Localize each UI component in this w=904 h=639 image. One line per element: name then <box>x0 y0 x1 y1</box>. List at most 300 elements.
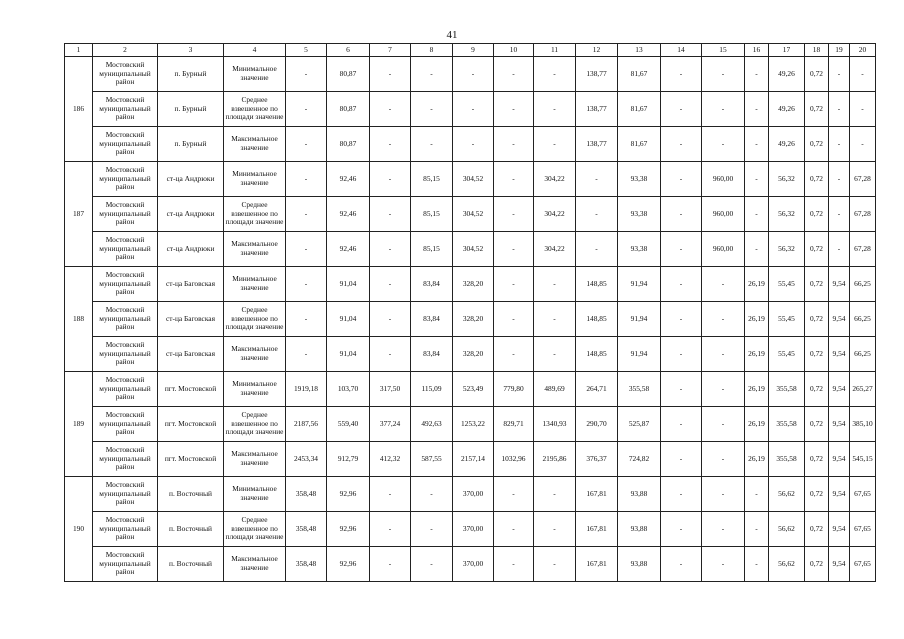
value-cell: - <box>661 477 702 512</box>
value-cell: - <box>745 547 769 582</box>
value-cell: 138,77 <box>576 92 618 127</box>
value-cell: - <box>494 477 534 512</box>
value-cell: - <box>829 197 850 232</box>
value-cell: 0,72 <box>805 302 829 337</box>
value-cell: - <box>494 197 534 232</box>
metric-cell: Максимальное значение <box>224 337 286 372</box>
value-cell: 358,48 <box>286 477 327 512</box>
value-cell: 0,72 <box>805 477 829 512</box>
value-cell: 93,38 <box>618 232 661 267</box>
table-row <box>65 197 876 232</box>
value-cell: 66,25 <box>850 337 876 372</box>
value-cell: - <box>494 337 534 372</box>
district-cell: Мостовский муниципальный район <box>93 197 158 232</box>
value-cell: - <box>534 477 576 512</box>
value-cell: 93,38 <box>618 162 661 197</box>
value-cell: 80,87 <box>327 57 370 92</box>
value-cell: 56,32 <box>769 232 805 267</box>
page-number: 41 <box>446 29 458 41</box>
value-cell: 960,00 <box>702 197 745 232</box>
value-cell: - <box>370 302 411 337</box>
value-cell: - <box>661 442 702 477</box>
value-cell: - <box>453 92 494 127</box>
value-cell: 829,71 <box>494 407 534 442</box>
column-header: 15 <box>702 44 745 57</box>
value-cell: 9,54 <box>829 337 850 372</box>
value-cell: - <box>661 162 702 197</box>
value-cell: 0,72 <box>805 162 829 197</box>
value-cell: 412,32 <box>370 442 411 477</box>
column-header: 9 <box>453 44 494 57</box>
column-header: 16 <box>745 44 769 57</box>
value-cell: - <box>829 162 850 197</box>
value-cell: 81,67 <box>618 127 661 162</box>
district-cell: Мостовский муниципальный район <box>93 127 158 162</box>
locality-cell: п. Восточный <box>158 477 224 512</box>
table-row <box>65 407 876 442</box>
value-cell: - <box>494 92 534 127</box>
value-cell: - <box>850 57 876 92</box>
value-cell: - <box>370 477 411 512</box>
value-cell: 0,72 <box>805 512 829 547</box>
value-cell: 523,49 <box>453 372 494 407</box>
value-cell: 376,37 <box>576 442 618 477</box>
metric-cell: Среднее взвешенное по площади значение <box>224 512 286 547</box>
value-cell: - <box>702 442 745 477</box>
column-header: 14 <box>661 44 702 57</box>
value-cell: 26,19 <box>745 337 769 372</box>
table-row <box>65 302 876 337</box>
value-cell: - <box>661 232 702 267</box>
value-cell: - <box>370 197 411 232</box>
metric-cell: Максимальное значение <box>224 232 286 267</box>
column-header: 6 <box>327 44 370 57</box>
value-cell: 1032,96 <box>494 442 534 477</box>
column-header: 13 <box>618 44 661 57</box>
value-cell: 559,40 <box>327 407 370 442</box>
value-cell: 779,80 <box>494 372 534 407</box>
value-cell: - <box>702 127 745 162</box>
value-cell: 328,20 <box>453 267 494 302</box>
value-cell: 93,88 <box>618 477 661 512</box>
value-cell: 67,65 <box>850 477 876 512</box>
value-cell: 85,15 <box>411 232 453 267</box>
value-cell: 81,67 <box>618 57 661 92</box>
value-cell: - <box>850 127 876 162</box>
table-row <box>65 477 876 512</box>
metric-cell: Минимальное значение <box>224 267 286 302</box>
value-cell: 0,72 <box>805 442 829 477</box>
value-cell: - <box>829 92 850 127</box>
value-cell: 148,85 <box>576 337 618 372</box>
locality-cell: п. Восточный <box>158 512 224 547</box>
value-cell: 264,71 <box>576 372 618 407</box>
district-cell: Мостовский муниципальный район <box>93 407 158 442</box>
value-cell: - <box>370 57 411 92</box>
value-cell: 56,32 <box>769 162 805 197</box>
value-cell: 385,10 <box>850 407 876 442</box>
value-cell: - <box>534 337 576 372</box>
value-cell: 0,72 <box>805 372 829 407</box>
value-cell: 9,54 <box>829 267 850 302</box>
value-cell: - <box>702 337 745 372</box>
value-cell: - <box>745 57 769 92</box>
value-cell: - <box>411 512 453 547</box>
district-cell: Мостовский муниципальный район <box>93 512 158 547</box>
metric-cell: Минимальное значение <box>224 57 286 92</box>
value-cell: - <box>370 512 411 547</box>
locality-cell: пгт. Мостовской <box>158 372 224 407</box>
value-cell: - <box>370 267 411 302</box>
value-cell: - <box>411 477 453 512</box>
value-cell: 265,27 <box>850 372 876 407</box>
group-number-cell: 189 <box>65 372 93 477</box>
value-cell: - <box>745 162 769 197</box>
value-cell: - <box>370 92 411 127</box>
value-cell: 355,58 <box>618 372 661 407</box>
value-cell: - <box>576 197 618 232</box>
table-row <box>65 512 876 547</box>
value-cell: 304,22 <box>534 162 576 197</box>
value-cell: 355,58 <box>769 372 805 407</box>
value-cell: 93,88 <box>618 547 661 582</box>
value-cell: - <box>370 337 411 372</box>
district-cell: Мостовский муниципальный район <box>93 162 158 197</box>
value-cell: 138,77 <box>576 57 618 92</box>
metric-cell: Максимальное значение <box>224 127 286 162</box>
value-cell: - <box>661 267 702 302</box>
table-row <box>65 547 876 582</box>
metric-cell: Минимальное значение <box>224 372 286 407</box>
value-cell: 328,20 <box>453 302 494 337</box>
value-cell: 0,72 <box>805 407 829 442</box>
value-cell: - <box>534 127 576 162</box>
value-cell: 355,58 <box>769 442 805 477</box>
metric-cell: Минимальное значение <box>224 162 286 197</box>
locality-cell: пгт. Мостовской <box>158 407 224 442</box>
value-cell: - <box>702 92 745 127</box>
district-cell: Мостовский муниципальный район <box>93 337 158 372</box>
value-cell: 355,58 <box>769 407 805 442</box>
value-cell: - <box>286 232 327 267</box>
district-cell: Мостовский муниципальный район <box>93 302 158 337</box>
value-cell: - <box>411 57 453 92</box>
value-cell: - <box>745 477 769 512</box>
value-cell: 91,04 <box>327 302 370 337</box>
locality-cell: п. Восточный <box>158 547 224 582</box>
value-cell: 49,26 <box>769 57 805 92</box>
column-header: 10 <box>494 44 534 57</box>
value-cell: - <box>661 127 702 162</box>
value-cell: - <box>370 162 411 197</box>
column-header: 8 <box>411 44 453 57</box>
value-cell: 26,19 <box>745 267 769 302</box>
table-row <box>65 92 876 127</box>
value-cell: 9,54 <box>829 477 850 512</box>
value-cell: - <box>453 127 494 162</box>
metric-cell: Минимальное значение <box>224 477 286 512</box>
district-cell: Мостовский муниципальный район <box>93 267 158 302</box>
value-cell: 0,72 <box>805 197 829 232</box>
group-number-cell: 187 <box>65 162 93 267</box>
locality-cell: ст-ца Андрюки <box>158 232 224 267</box>
value-cell: 26,19 <box>745 372 769 407</box>
metric-cell: Максимальное значение <box>224 442 286 477</box>
value-cell: 304,22 <box>534 232 576 267</box>
value-cell: 304,22 <box>534 197 576 232</box>
value-cell: 56,62 <box>769 477 805 512</box>
value-cell: 370,00 <box>453 512 494 547</box>
value-cell: 92,46 <box>327 232 370 267</box>
value-cell: 358,48 <box>286 547 327 582</box>
column-header: 12 <box>576 44 618 57</box>
value-cell: 9,54 <box>829 372 850 407</box>
value-cell: 92,46 <box>327 197 370 232</box>
value-cell: 587,55 <box>411 442 453 477</box>
value-cell: 1253,22 <box>453 407 494 442</box>
table-row <box>65 232 876 267</box>
value-cell: 9,54 <box>829 407 850 442</box>
value-cell: 66,25 <box>850 302 876 337</box>
group-number-cell: 190 <box>65 477 93 582</box>
value-cell: 2187,56 <box>286 407 327 442</box>
value-cell: 0,72 <box>805 57 829 92</box>
value-cell: 67,28 <box>850 197 876 232</box>
table-row <box>65 372 876 407</box>
value-cell: 0,72 <box>805 267 829 302</box>
column-header: 19 <box>829 44 850 57</box>
value-cell: 960,00 <box>702 162 745 197</box>
group-number-cell: 186 <box>65 57 93 162</box>
value-cell: - <box>411 547 453 582</box>
value-cell: 545,15 <box>850 442 876 477</box>
district-cell: Мостовский муниципальный район <box>93 372 158 407</box>
column-header: 1 <box>65 44 93 57</box>
value-cell: 2195,86 <box>534 442 576 477</box>
column-header: 7 <box>370 44 411 57</box>
locality-cell: ст-ца Баговская <box>158 302 224 337</box>
locality-cell: п. Бурный <box>158 92 224 127</box>
value-cell: 489,69 <box>534 372 576 407</box>
value-cell: - <box>576 232 618 267</box>
value-cell: - <box>494 512 534 547</box>
value-cell: - <box>494 302 534 337</box>
value-cell: - <box>411 127 453 162</box>
column-header: 17 <box>769 44 805 57</box>
value-cell: - <box>534 512 576 547</box>
value-cell: 377,24 <box>370 407 411 442</box>
locality-cell: п. Бурный <box>158 127 224 162</box>
column-header: 18 <box>805 44 829 57</box>
value-cell: - <box>494 232 534 267</box>
metric-cell: Максимальное значение <box>224 547 286 582</box>
value-cell: - <box>702 267 745 302</box>
value-cell: - <box>829 57 850 92</box>
value-cell: 115,09 <box>411 372 453 407</box>
value-cell: 67,65 <box>850 547 876 582</box>
value-cell: - <box>745 512 769 547</box>
value-cell: - <box>494 267 534 302</box>
value-cell: - <box>534 267 576 302</box>
value-cell: - <box>411 92 453 127</box>
value-cell: 0,72 <box>805 127 829 162</box>
column-header: 20 <box>850 44 876 57</box>
value-cell: 92,96 <box>327 547 370 582</box>
value-cell: - <box>534 302 576 337</box>
table-row <box>65 162 876 197</box>
value-cell: - <box>661 407 702 442</box>
value-cell: 55,45 <box>769 267 805 302</box>
table-row <box>65 337 876 372</box>
value-cell: - <box>286 267 327 302</box>
district-cell: Мостовский муниципальный район <box>93 232 158 267</box>
value-cell: - <box>702 407 745 442</box>
value-cell: 83,84 <box>411 337 453 372</box>
value-cell: 370,00 <box>453 547 494 582</box>
value-cell: 1340,93 <box>534 407 576 442</box>
value-cell: 0,72 <box>805 547 829 582</box>
value-cell: 67,28 <box>850 232 876 267</box>
value-cell: - <box>850 92 876 127</box>
value-cell: 960,00 <box>702 232 745 267</box>
locality-cell: ст-ца Баговская <box>158 337 224 372</box>
value-cell: 525,87 <box>618 407 661 442</box>
value-cell: - <box>745 232 769 267</box>
value-cell: - <box>745 127 769 162</box>
value-cell: 148,85 <box>576 267 618 302</box>
value-cell: - <box>702 372 745 407</box>
value-cell: 91,04 <box>327 337 370 372</box>
value-cell: 85,15 <box>411 162 453 197</box>
value-cell: 290,70 <box>576 407 618 442</box>
value-cell: 9,54 <box>829 302 850 337</box>
value-cell: 103,70 <box>327 372 370 407</box>
value-cell: 9,54 <box>829 547 850 582</box>
value-cell: - <box>702 302 745 337</box>
value-cell: - <box>286 162 327 197</box>
district-cell: Мостовский муниципальный район <box>93 477 158 512</box>
value-cell: 67,65 <box>850 512 876 547</box>
value-cell: 148,85 <box>576 302 618 337</box>
value-cell: - <box>286 127 327 162</box>
value-cell: 49,26 <box>769 92 805 127</box>
value-cell: 358,48 <box>286 512 327 547</box>
value-cell: 66,25 <box>850 267 876 302</box>
value-cell: 0,72 <box>805 92 829 127</box>
column-header: 4 <box>224 44 286 57</box>
value-cell: 26,19 <box>745 442 769 477</box>
value-cell: - <box>370 232 411 267</box>
value-cell: 56,62 <box>769 547 805 582</box>
value-cell: - <box>286 57 327 92</box>
header-row <box>65 44 876 57</box>
value-cell: 492,63 <box>411 407 453 442</box>
district-cell: Мостовский муниципальный район <box>93 547 158 582</box>
value-cell: 49,26 <box>769 127 805 162</box>
value-cell: - <box>453 57 494 92</box>
value-cell: 138,77 <box>576 127 618 162</box>
district-cell: Мостовский муниципальный район <box>93 442 158 477</box>
metric-cell: Среднее взвешенное по площади значение <box>224 197 286 232</box>
value-cell: - <box>661 372 702 407</box>
value-cell: 92,96 <box>327 477 370 512</box>
locality-cell: ст-ца Андрюки <box>158 197 224 232</box>
value-cell: 167,81 <box>576 547 618 582</box>
locality-cell: п. Бурный <box>158 57 224 92</box>
value-cell: - <box>286 302 327 337</box>
value-cell: 91,94 <box>618 267 661 302</box>
value-cell: - <box>745 92 769 127</box>
value-cell: 92,46 <box>327 162 370 197</box>
value-cell: 0,72 <box>805 232 829 267</box>
value-cell: 2157,14 <box>453 442 494 477</box>
value-cell: - <box>702 57 745 92</box>
value-cell: 167,81 <box>576 477 618 512</box>
value-cell: 93,38 <box>618 197 661 232</box>
district-cell: Мостовский муниципальный район <box>93 92 158 127</box>
value-cell: - <box>494 127 534 162</box>
column-header: 11 <box>534 44 576 57</box>
value-cell: 67,28 <box>850 162 876 197</box>
value-cell: - <box>534 92 576 127</box>
value-cell: 724,82 <box>618 442 661 477</box>
value-cell: - <box>702 512 745 547</box>
value-cell: - <box>286 92 327 127</box>
table-row <box>65 442 876 477</box>
value-cell: 2453,34 <box>286 442 327 477</box>
value-cell: 317,50 <box>370 372 411 407</box>
metric-cell: Среднее взвешенное по площади значение <box>224 302 286 337</box>
value-cell: - <box>661 547 702 582</box>
value-cell: - <box>661 512 702 547</box>
value-cell: 26,19 <box>745 407 769 442</box>
table-row <box>65 127 876 162</box>
locality-cell: ст-ца Андрюки <box>158 162 224 197</box>
value-cell: 912,79 <box>327 442 370 477</box>
value-cell: 304,52 <box>453 232 494 267</box>
value-cell: 83,84 <box>411 302 453 337</box>
value-cell: 55,45 <box>769 302 805 337</box>
locality-cell: пгт. Мостовской <box>158 442 224 477</box>
value-cell: - <box>661 57 702 92</box>
value-cell: 1919,18 <box>286 372 327 407</box>
value-cell: 83,84 <box>411 267 453 302</box>
column-header: 3 <box>158 44 224 57</box>
group-number-cell: 188 <box>65 267 93 372</box>
value-cell: - <box>661 197 702 232</box>
value-cell: - <box>745 197 769 232</box>
district-cell: Мостовский муниципальный район <box>93 57 158 92</box>
value-cell: 167,81 <box>576 512 618 547</box>
value-cell: 328,20 <box>453 337 494 372</box>
column-header: 2 <box>93 44 158 57</box>
value-cell: 80,87 <box>327 92 370 127</box>
value-cell: - <box>829 232 850 267</box>
value-cell: - <box>370 547 411 582</box>
locality-cell: ст-ца Баговская <box>158 267 224 302</box>
value-cell: 9,54 <box>829 512 850 547</box>
metric-cell: Среднее взвешенное по площади значение <box>224 407 286 442</box>
value-cell: 55,45 <box>769 337 805 372</box>
value-cell: 91,94 <box>618 302 661 337</box>
value-cell: - <box>576 162 618 197</box>
value-cell: 56,32 <box>769 197 805 232</box>
data-table <box>64 43 876 582</box>
value-cell: 91,94 <box>618 337 661 372</box>
value-cell: 80,87 <box>327 127 370 162</box>
column-header: 5 <box>286 44 327 57</box>
value-cell: 56,62 <box>769 512 805 547</box>
